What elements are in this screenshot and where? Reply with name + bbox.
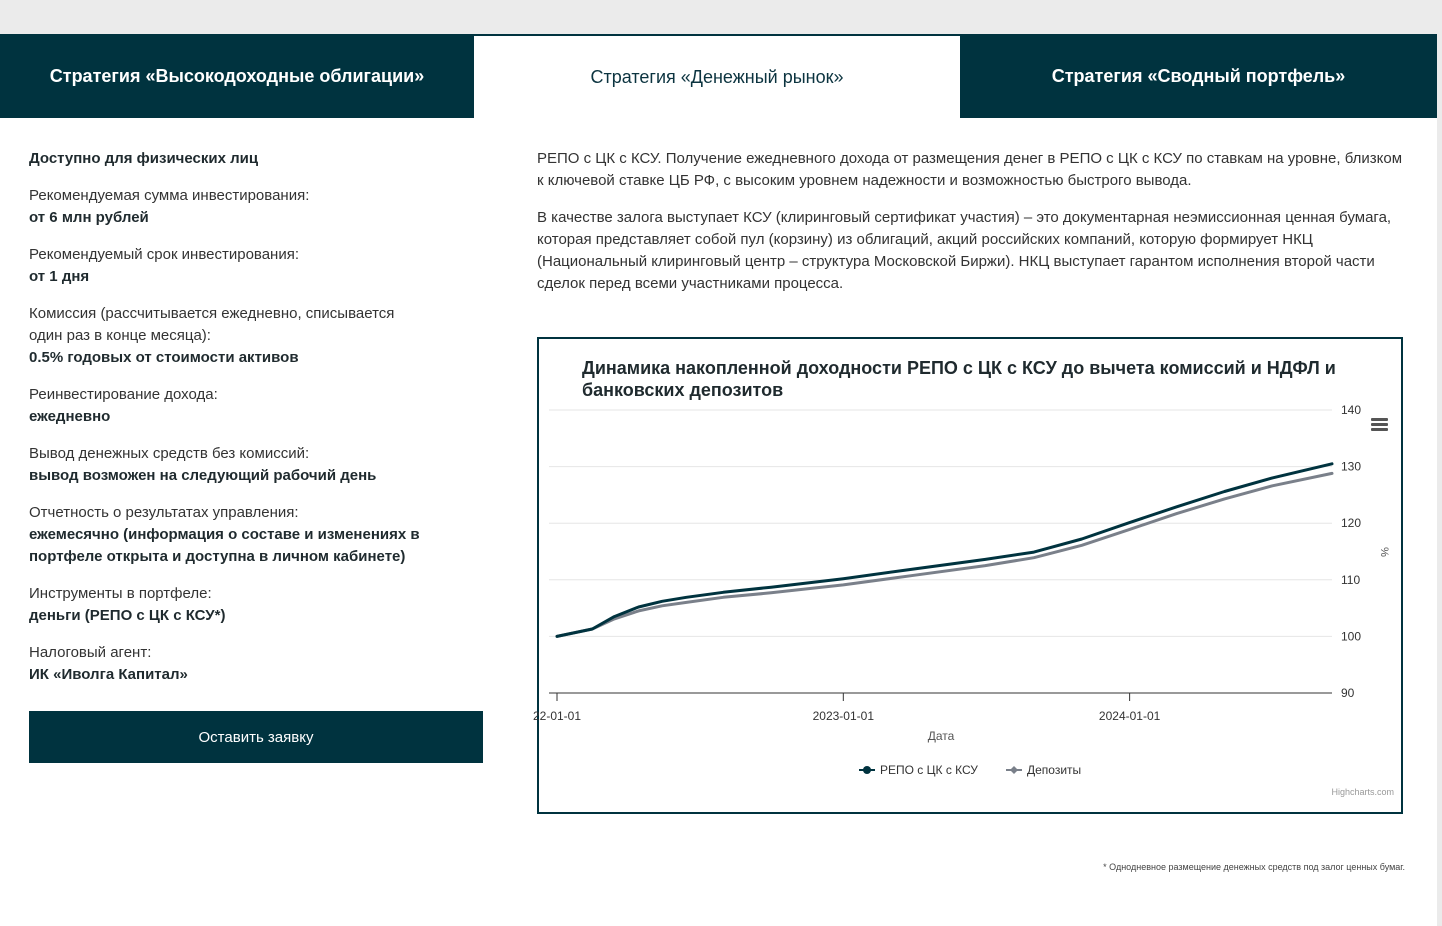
footnote: * Однодневное размещение денежных средств под залог ценных бумаг. — [1103, 862, 1405, 872]
detail-label: Реинвестирование дохода: — [29, 386, 218, 403]
detail-label: Вывод денежных средств без комиссий: — [29, 445, 310, 462]
detail-item — [29, 303, 429, 369]
detail-item — [29, 642, 429, 686]
legend-item-label: Депозиты — [1027, 763, 1082, 777]
detail-item — [29, 244, 429, 288]
description-paragraph: В качестве залога выступает КСУ (клиринговый сертификат участия) – это документарная неэмиссионная ценная бумага, которая представляет собой пул (корзину) из облигаций, акций российских компаний, которую формирует НКЦ (Национальный клиринговый центр – структура Московской Биржи). НКЦ выступает гарантом исполнения второй части сделок перед всеми участниками процесса. — [537, 209, 1392, 292]
detail-label: Рекомендуемый срок инвестирования: — [29, 246, 300, 263]
detail-item — [29, 583, 429, 627]
browser-top-strip — [0, 0, 1442, 34]
detail-label: Рекомендуемая сумма инвестирования: — [29, 187, 310, 204]
y-tick-label: 100 — [1341, 629, 1362, 644]
detail-item — [29, 185, 429, 229]
description-line: к ключевой ставке ЦБ РФ, с высоким уровнем надежности и возможностью быстрого вывода. — [537, 172, 1192, 189]
y-tick-label: 120 — [1341, 516, 1362, 531]
x-tick-label: 2024-01-01 — [1098, 709, 1161, 723]
detail-value: деньги (РЕПО с ЦК с КСУ*) — [29, 607, 226, 624]
legend-marker — [1010, 766, 1018, 774]
tab-combined-portfolio[interactable]: Стратегия «Сводный портфель» — [1051, 65, 1346, 86]
detail-value: вывод возможен на следующий рабочий день — [29, 467, 377, 484]
x-tick-label: 22-01-01 — [532, 709, 582, 723]
y-tick-label: 140 — [1341, 403, 1362, 417]
y-tick-label: 90 — [1341, 686, 1355, 700]
y-tick-label: 130 — [1341, 459, 1362, 474]
submit-request-button[interactable]: Оставить заявку — [29, 711, 483, 763]
series-line-0 — [557, 464, 1332, 637]
detail-item — [29, 443, 429, 487]
detail-value: ежедневно — [29, 408, 111, 425]
detail-item — [29, 502, 429, 568]
strategy-tabs — [0, 34, 1437, 118]
description-paragraph — [537, 148, 1407, 192]
detail-label: Налоговый агент: — [29, 644, 152, 661]
detail-value: ИК «Иволга Капитал» — [29, 666, 188, 683]
series-line-1 — [557, 473, 1332, 636]
yield-chart — [532, 337, 1403, 814]
x-tick-label: 2023-01-01 — [812, 709, 875, 723]
strategy-description — [537, 148, 1407, 310]
description-line: РЕПО с ЦК с КСУ. Получение ежедневного дохода от размещения денег в РЕПО с ЦК с КСУ по ставкам на уровне, близком — [537, 150, 1403, 167]
detail-label: Инструменты в портфеле: — [29, 585, 212, 602]
page-edge — [1437, 34, 1442, 926]
detail-label: Комиссия (рассчитывается ежедневно, списывается один раз в конце месяца): — [29, 305, 395, 344]
chart-title: Динамика накопленной доходности РЕПО с ЦК с КСУ до вычета комиссий и НДФЛ и банковских депозитов — [582, 358, 1336, 400]
chart-svg — [532, 339, 1401, 812]
x-axis-title: Дата — [927, 729, 955, 743]
detail-item — [29, 384, 429, 428]
tab-money-market[interactable]: Стратегия «Денежный рынок» — [474, 34, 960, 118]
legend-item-label: РЕПО с ЦК с КСУ — [880, 763, 978, 777]
y-axis-title: % — [1378, 547, 1390, 557]
detail-value: ежемесячно (информация о составе и изменениях в портфеле открыта и доступна в личном кабинете) — [29, 526, 420, 565]
detail-value: от 6 млн рублей — [29, 209, 149, 226]
availability-text: Доступно для физических лиц — [29, 150, 259, 167]
detail-value: 0.5% годовых от стоимости активов — [29, 349, 299, 366]
legend-marker — [863, 766, 871, 774]
y-tick-label: 110 — [1341, 572, 1361, 587]
detail-value: от 1 дня — [29, 268, 90, 285]
chart-credits: Highcharts.com — [1331, 787, 1394, 797]
strategy-details — [29, 148, 429, 701]
detail-label: Отчетность о результатах управления: — [29, 504, 299, 521]
tab-high-yield-bonds[interactable]: Стратегия «Высокодоходные облигации» — [49, 65, 425, 86]
